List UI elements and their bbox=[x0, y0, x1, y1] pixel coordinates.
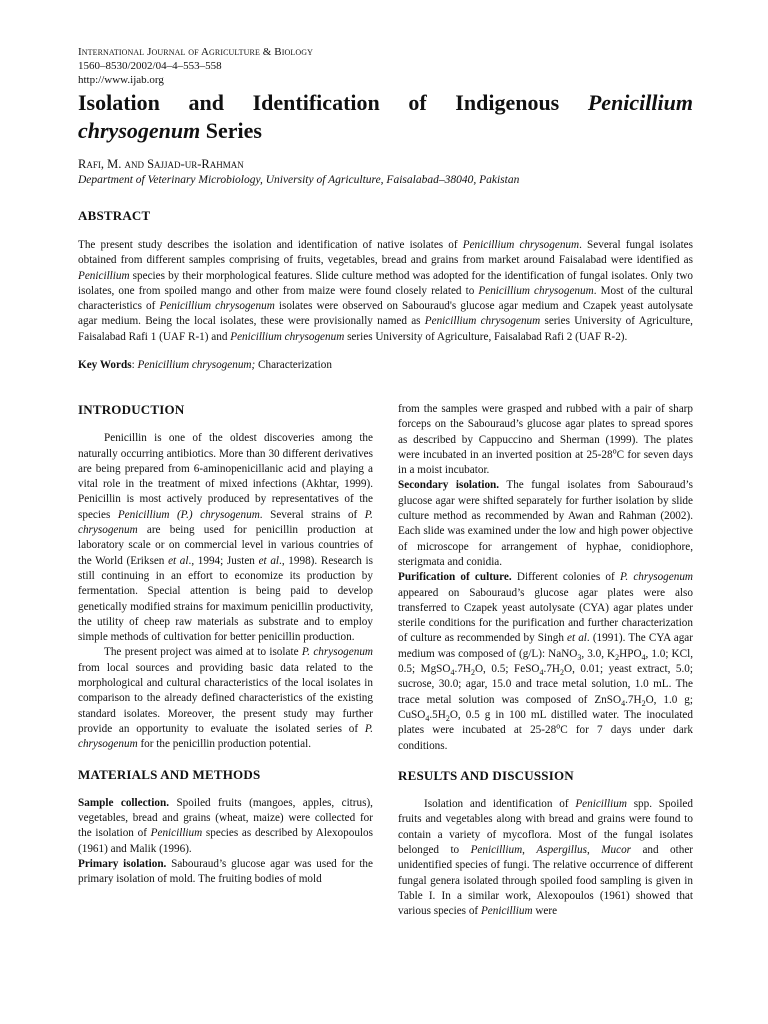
introduction-heading: INTRODUCTION bbox=[78, 402, 185, 417]
journal-name: International Journal of Agriculture & Biology bbox=[78, 46, 313, 58]
title-word: Isolation bbox=[78, 90, 160, 115]
right-column bbox=[398, 402, 693, 920]
methods-heading: MATERIALS AND METHODS bbox=[78, 766, 261, 782]
primary-isolation-paragraph: Primary isolation. Sabouraud’s glucose agar was used for the primary isolation of mold. The fruiting bodies of mold bbox=[78, 858, 373, 886]
title-word: chrysogenum bbox=[78, 118, 201, 143]
sample-collection-paragraph: Sample collection. Spoiled fruits (mangoes, apples, citrus), vegetables, bread and grains (wheat, maize) were collected for the isolation of Penicillium species as described by Alexopoulos (1961) and Malik (1996). bbox=[78, 796, 373, 855]
journal-url[interactable]: http://www.ijab.org bbox=[78, 74, 164, 86]
issn-line: 1560–8530/2002/04–4–553–558 bbox=[78, 60, 222, 72]
abstract-text: The present study describes the isolation and identification of native isolates of Penicillium chrysogenum. Several fungal isolates obtained from different samples comprising of fruits, vegetables, bread and grains from market around Faisalabad were identified as Penicillium species by their morphological features. Slide culture method was adopted for the identification of fungal isolates. Only two isolates, one from spoiled mango and other from maize were found closely related to Penicillium chrysogenum. Most of the cultural characteristics of Penicillium chrysogenum isolates were observed on Sabouraud's glucose agar medium and Czapek yeast autolysate agar medium. Being the local isolates, these were provisionally named as Penicillium chrysogenum series University of Agriculture, Faisalabad Rafi 1 (UAF R-1) and Penicillium chrysogenum series University of Agriculture, Faisalabad Rafi 2 (UAF R-2). bbox=[78, 239, 693, 343]
paper-page bbox=[78, 45, 693, 371]
purification-paragraph: Purification of culture. Different colonies of P. chrysogenum appeared on Sabouraud’s glucose agar plates were also transferred to Czapek yeast autolysate (CYA) agar plates under sterile conditions for the purification and further characterization of culture as recommended by Singh et al. (1991). The CYA agar medium was composed of (g/L): NaNO$_3$, 3.0, $K_2HPO_4$, 1.0; KCl, 0.5; $MgSO_4.7H_2O$, 0.5; $FeSO_4.7H_2O$, 0.01; yeast extract, 5.0; sucrose, 30.0; agar, 15.0 and trace metal solution, 1.0 mL. The trace metal solution was composed of $ZnSO_4.7H_2O$, 1.0 g; $CuSO_4.5H_2O$, 0.5 g in 100 mL distilled water. The inoculated plates were incubated at 25-28$^o$C for 7 days under dark conditions. bbox=[398, 571, 693, 752]
paper-title bbox=[78, 89, 693, 145]
secondary-isolation-paragraph: Secondary isolation. The fungal isolates from Sabouraud’s glucose agar were shifted separately for further isolation by slide culture method as recommended by Awan and Rahman (2002). Each slide was examined under the low and high power objective of microscope for arrangement of hyphae, conidiophore, sterigmata and conidia. bbox=[398, 479, 693, 568]
authors: Rafi, M. and Sajjad-ur-Rahman bbox=[78, 157, 244, 171]
results-paragraph: Isolation and identification of Penicillium spp. Spoiled fruits and vegetables along with bread and grains were found to contain a variety of mycoflora. Most of the fungal isolates belonged to Penicillium, Aspergillus, Mucor and other unidentified species of fungi. The relative occurrence of different fungal genera isolated through spoiled food sampling is given in Table I. In a similar work, Alexopoulos (1961) showed that various species of Penicillium were bbox=[398, 798, 694, 918]
left-column bbox=[78, 402, 373, 920]
methods-continued-paragraph: from the samples were grasped and rubbed with a pair of sharp forceps on the Sabouraud’s glucose agar plates to spread spores as described by Cappuccino and Sherman (1999). The plates were incubated in an inverted position at 25-28$^o$C for seven days in a moist incubator. bbox=[398, 403, 693, 477]
title-word: Indigenous bbox=[455, 90, 560, 115]
intro-paragraph: Penicillin is one of the oldest discoveries among the naturally occurring antibiotics. More than 30 different derivatives are being prepared from 6-aminopenicillanic acid and playing a vital role in the treatment of mixed infections (Akhtar, 1999). Penicillin is most actively produced by representatives of the species Penicillium (P.) chrysogenum. Several strains of P. chrysogenum are being used for penicillin production at laboratory scale or on commercial level in various countries of the World (Eriksen et al., 1994; Justen et al., 1998). Research is still continuing in an effort to economize its production by fermentation. Special attention is being paid to develop genetically modified strains for maximum penicillin productivity, the utility of cheep raw materials as substrate and to employ simple methods of cultivation for better penicillin production. bbox=[78, 432, 373, 644]
keywords: Key Words: Penicillium chrysogenum; Characterization bbox=[78, 359, 332, 372]
title-word: of bbox=[408, 90, 427, 115]
title-word: and bbox=[188, 90, 225, 115]
title-word: Identification bbox=[252, 90, 380, 115]
abstract-heading: ABSTRACT bbox=[78, 208, 151, 223]
intro-paragraph: The present project was aimed at to isolate P. chrysogenum from local sources and providing basic data related to the morphological and cultural characteristics of the local isolates in comparison to the already defined characteristics of the existing standard isolates. Moreover, the present study may further provide an opportunity to evaluate the isolated series of P. chrysogenum for the penicillin production potential. bbox=[78, 646, 373, 751]
title-word: Penicillium bbox=[587, 90, 693, 115]
affiliation: Department of Veterinary Microbiology, University of Agriculture, Faisalabad–38040, Pakistan bbox=[78, 174, 520, 186]
title-word: Series bbox=[200, 118, 262, 143]
journal-header bbox=[78, 45, 693, 87]
body-columns bbox=[78, 402, 693, 920]
results-heading: RESULTS AND DISCUSSION bbox=[398, 767, 574, 783]
